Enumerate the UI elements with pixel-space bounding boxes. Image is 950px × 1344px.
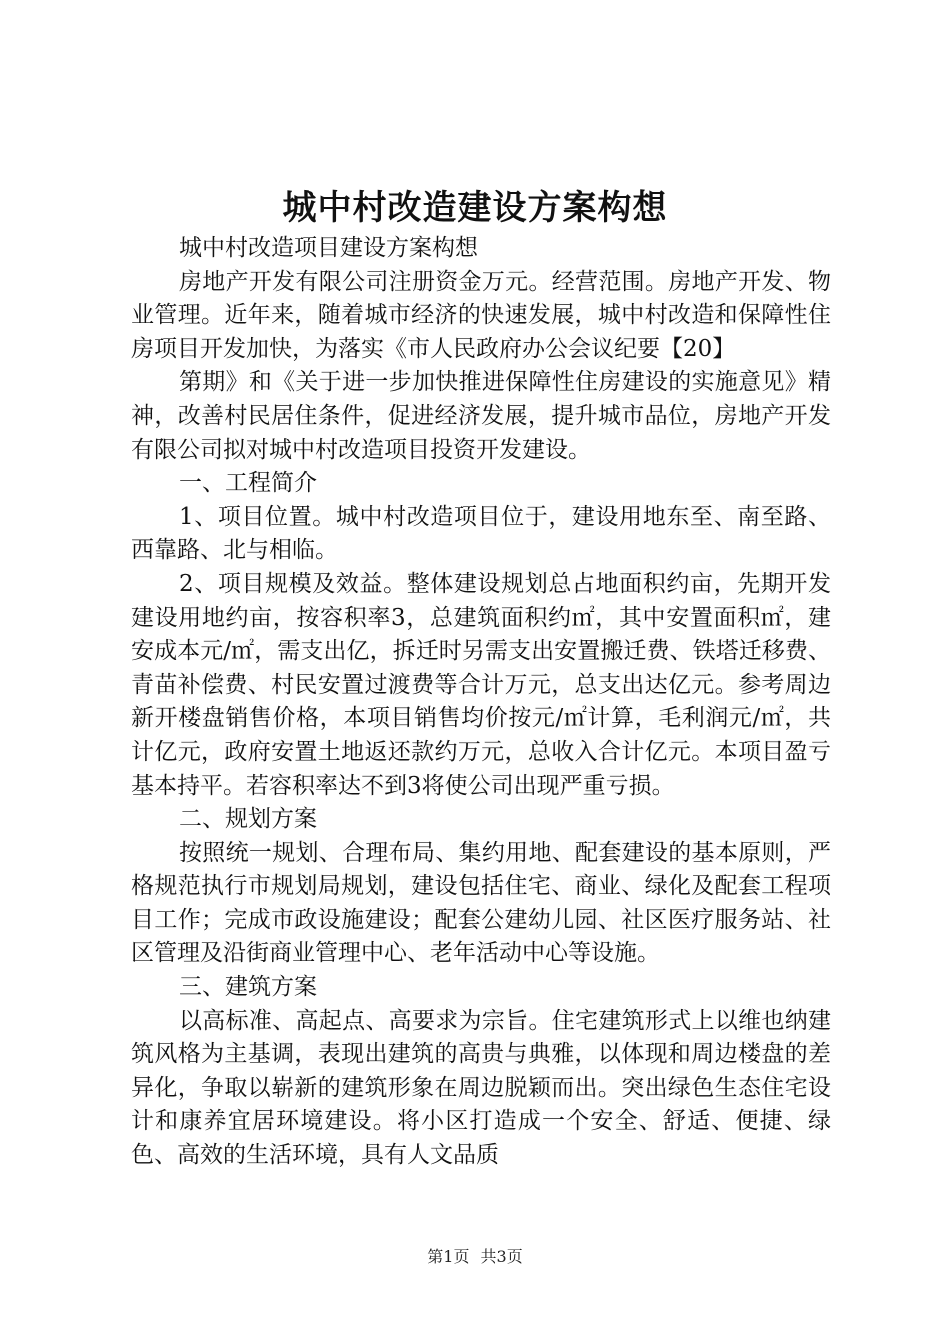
document-body [131, 232, 831, 1173]
paragraph-project-scale: 2、项目规模及效益。整体建设规划总占地面积约亩，先期开发建设用地约亩，按容积率3，总建筑面积约㎡，其中安置面积㎡，建安成本元/㎡，需支出亿，拆迁时另需支出安置搬迁费、铁塔迁移费、青苗补偿费、村民安置过渡费等合计万元，总支出达亿元。参考周边新开楼盘销售价格，本项目销售均价按元/㎡计算，毛利润元/㎡，共计亿元，政府安置土地返还款约万元，总收入合计亿元。本项目盈亏基本持平。若容积率达不到3将使公司出现严重亏损。 [131, 570, 831, 799]
paragraph-purpose: 第期》和《关于进一步加快推进保障性住房建设的实施意见》精神，改善村民居住条件，促进经济发展，提升城市品位，房地产开发有限公司拟对城中村改造项目投资开发建设。 [131, 369, 831, 463]
section-heading-project-overview: 一、工程简介 [179, 470, 317, 497]
paragraph-subtitle: 城中村改造项目建设方案构想 [179, 235, 478, 261]
paragraph-architecture: 以高标准、高起点、高要求为宗旨。住宅建筑形式上以维也纳建筑风格为主基调，表现出建筑的高贵与典雅，以体现和周边楼盘的差异化，争取以崭新的建筑形象在周边脱颖而出。突出绿色生态住宅设计和康养宜居环境建设。将小区打造成一个安全、舒适、便捷、绿色、高效的生活环境，具有人文品质 [131, 1007, 831, 1169]
paragraph-project-location: 1、项目位置。城中村改造项目位于，建设用地东至、南至路、西靠路、北与相临。 [131, 503, 831, 564]
page-total: 共3页 [480, 1247, 523, 1266]
document-title: 城中村改造建设方案构想 [282, 188, 668, 228]
section-heading-planning: 二、规划方案 [179, 806, 317, 833]
paragraph-company-intro: 房地产开发有限公司注册资金万元。经营范围。房地产开发、物业管理。近年来，随着城市经济的快速发展，城中村改造和保障性住房项目开发加快，为落实《市人民政府办公会议纪要【20】 [131, 268, 831, 362]
paragraph-planning: 按照统一规划、合理布局、集约用地、配套建设的基本原则，严格规范执行市规划局规划，建设包括住宅、商业、绿化及配套工程项目工作；完成市政设施建设；配套公建幼儿园、社区医疗服务站、社区管理及沿街商业管理中心、老年活动中心等设施。 [131, 839, 831, 967]
section-heading-architecture: 三、建筑方案 [179, 974, 317, 1001]
page-footer [0, 1245, 950, 1269]
page-number: 第1页 [427, 1247, 470, 1266]
